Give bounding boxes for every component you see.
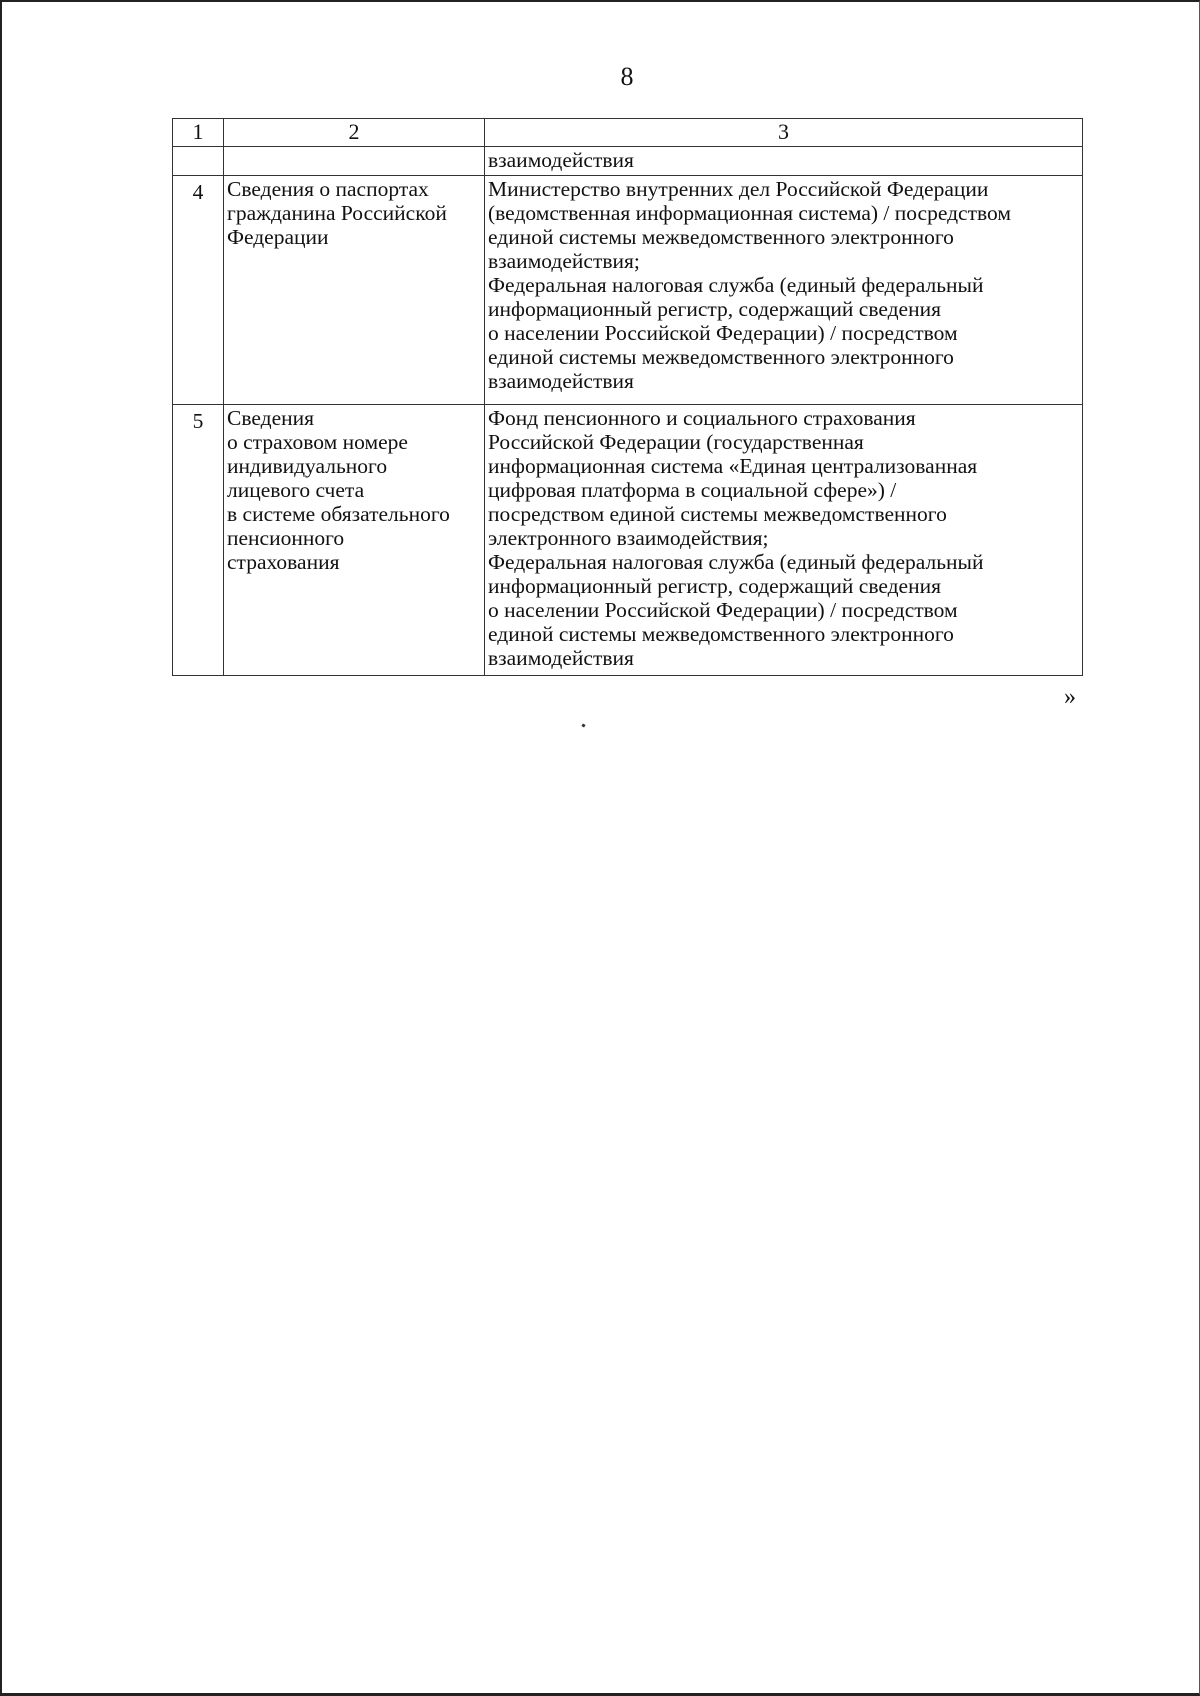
closing-quote: » <box>1064 684 1076 710</box>
row-name-cell: Сведения о паспортах гражданина Российской Федерации <box>224 176 485 405</box>
row-number-cell: 4 <box>173 176 224 405</box>
header-cell-3: 3 <box>485 119 1083 147</box>
row-name-cell: Сведения о страховом номере индивидуального лицевого счета в системе обязательного пенсионного страхования <box>224 405 485 676</box>
row-name-cell <box>224 147 485 176</box>
row-source-cell: Фонд пенсионного и социального страхования Российской Федерации (государственная информационная система «Единая централизованная цифровая платформа в социальной сфере») / посредством единой системы межведомственного электронного взаимодействия; Федеральная налоговая служба (единый федеральный информационный регистр, содержащий сведения о населении Российской Федерации) / посредством единой системы межведомственного электронного взаимодействия <box>485 405 1083 676</box>
page-number: 8 <box>620 62 634 91</box>
table-row <box>173 405 1083 676</box>
row-number-cell <box>173 147 224 176</box>
table-row-continuation <box>173 147 1083 176</box>
table-row <box>173 176 1083 405</box>
document-table <box>172 118 1083 676</box>
header-cell-2: 2 <box>224 119 485 147</box>
row-source-cell: Министерство внутренних дел Российской Федерации (ведомственная информационная система) / посредством единой системы межведомственного электронного взаимодействия; Федеральная налоговая служба (единый федеральный информационный регистр, содержащий сведения о населении Российской Федерации) / посредством единой системы межведомственного электронного взаимодействия <box>485 176 1083 405</box>
table-header-row <box>173 119 1083 147</box>
header-cell-1: 1 <box>173 119 224 147</box>
row-number-cell: 5 <box>173 405 224 676</box>
row-source-cell: взаимодействия <box>485 147 1083 176</box>
